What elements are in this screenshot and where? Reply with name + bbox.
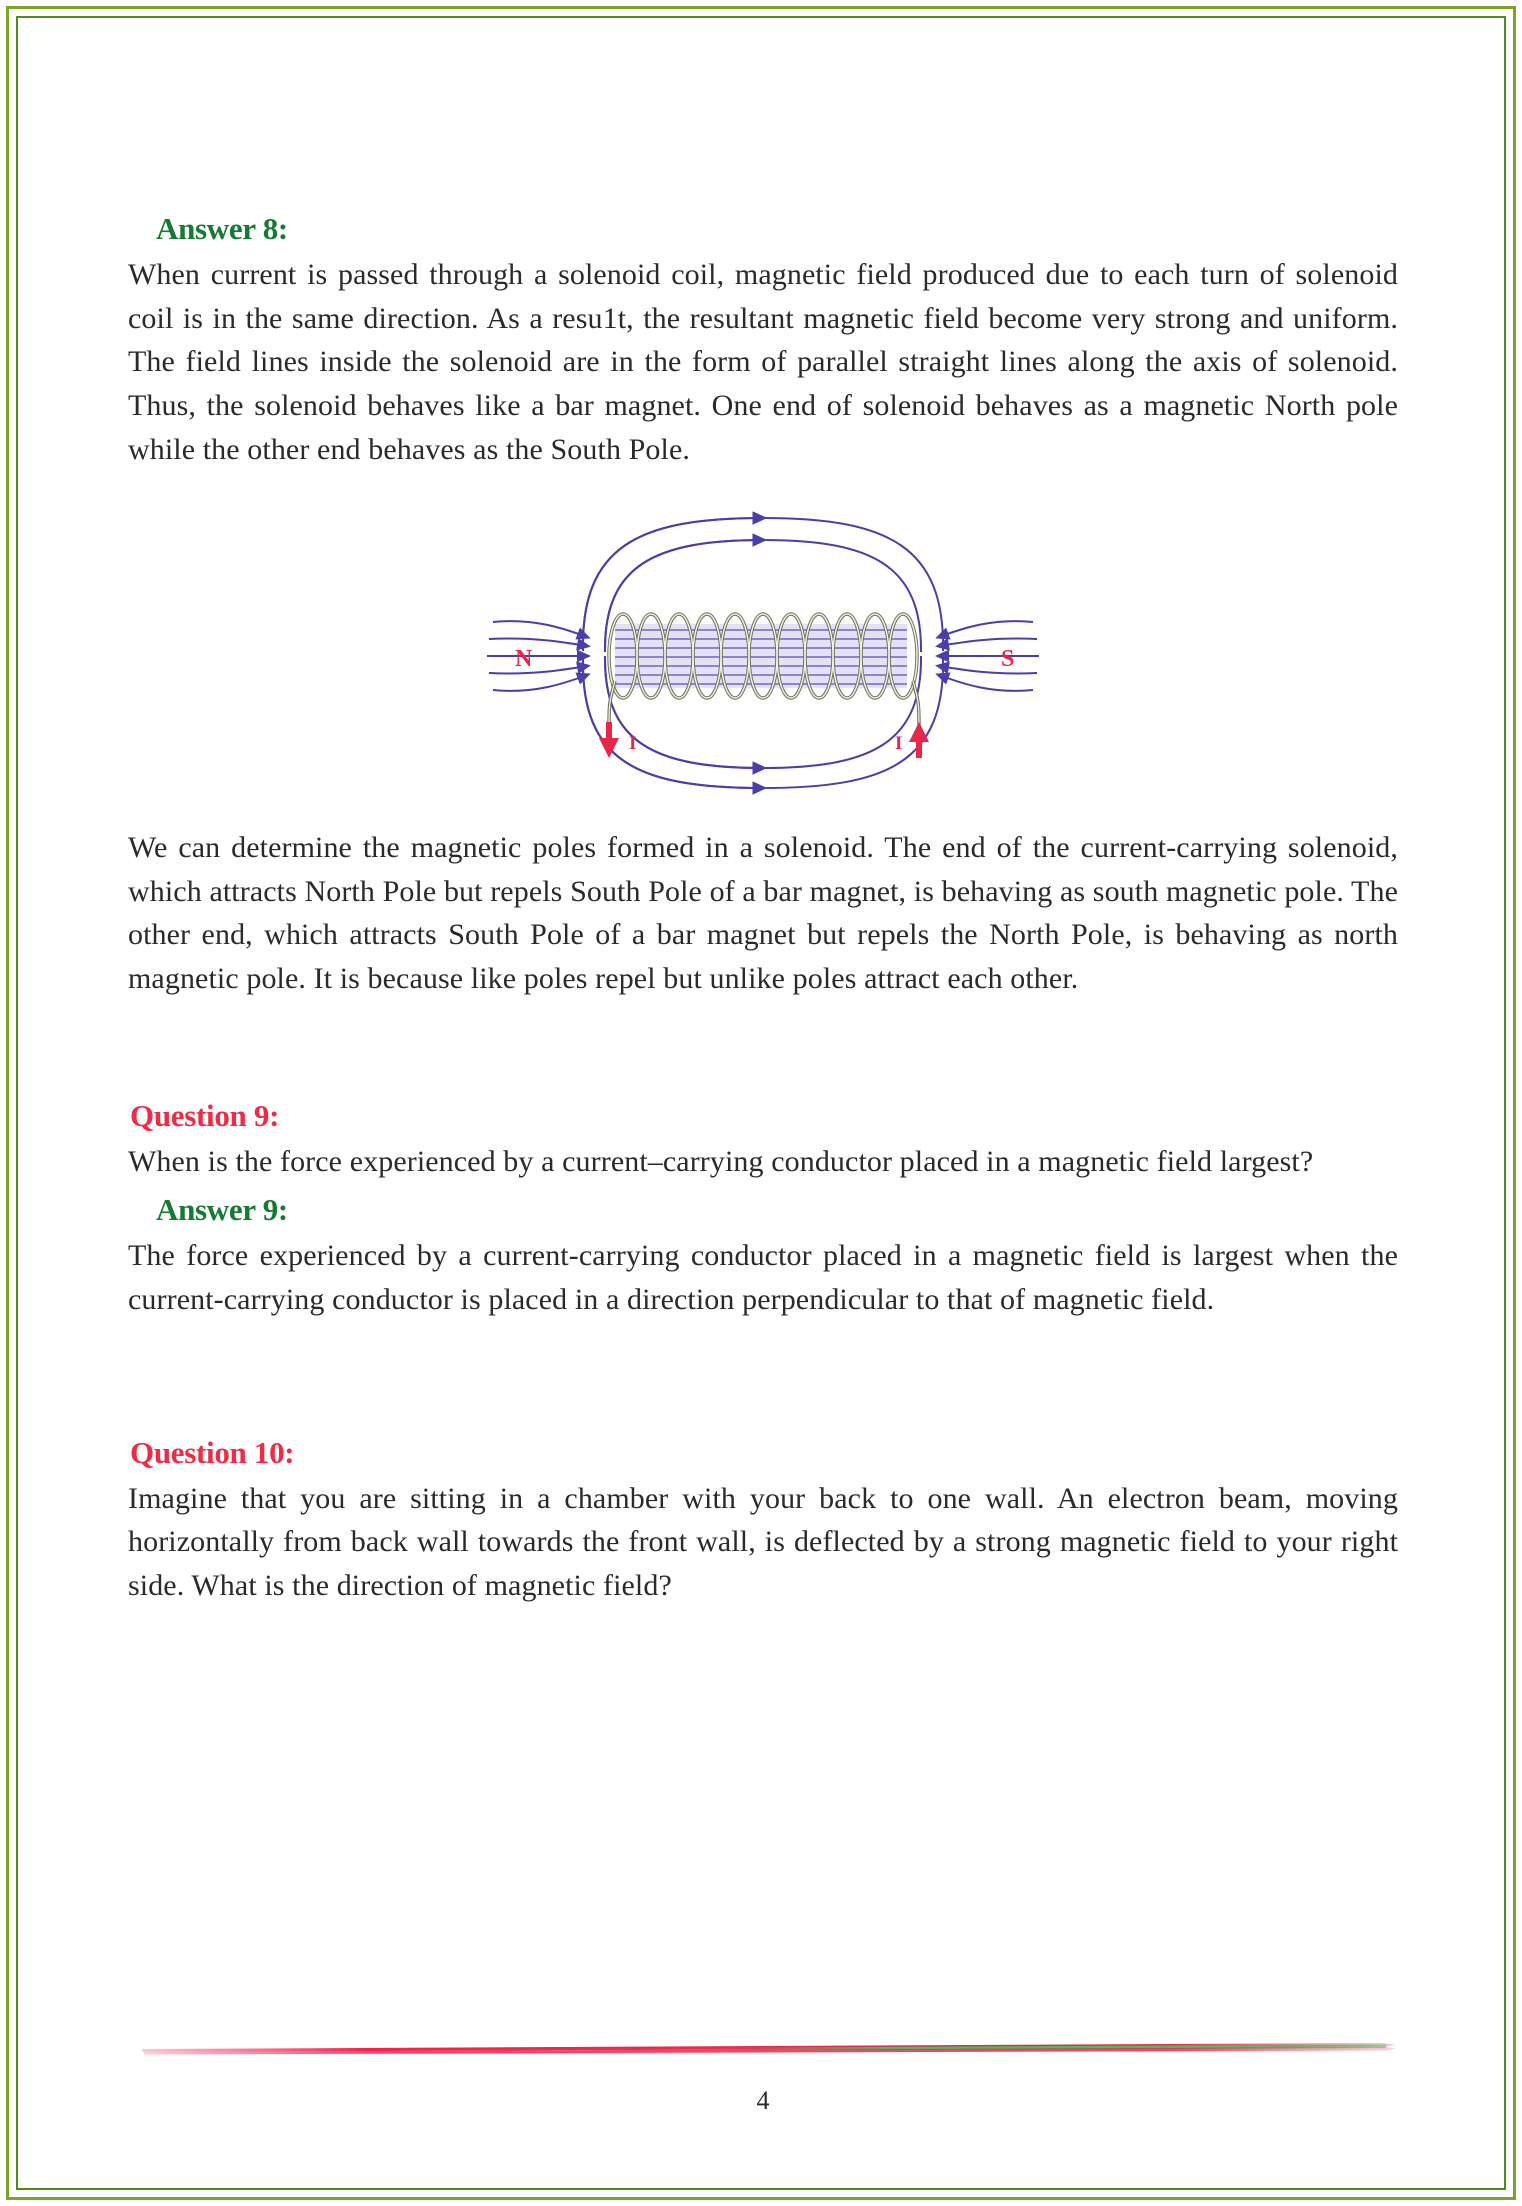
heading-answer-8: Answer 8:: [156, 211, 288, 246]
field-lines-left: [487, 621, 587, 691]
current-label-left: I: [629, 732, 637, 754]
north-pole-label: N: [515, 645, 533, 672]
spacer-after-answer-8: [128, 1001, 1398, 1097]
footer-decorative-rule: [128, 2040, 1398, 2066]
spacer-extra: [128, 1418, 1398, 1434]
page-footer: [128, 2040, 1398, 2116]
answer-8-paragraph-2: We can determine the magnetic poles formed in a solenoid. The end of the current-carrying solenoid, which attracts North Pole but repels South Pole of a bar magnet, is behaving as south magnetic pole. The other end, which attracts South Pole of a bar magnet but repels the North Pole, is behaving as north magnetic pole. It is because like poles repel but unlike poles attract each other.: [128, 830, 1398, 996]
answer-9-text: The force experienced by a current-carrying conductor placed in a magnetic field is largest when the current-carrying conductor is placed in a direction perpendicular to that of magnetic field.: [128, 1239, 1398, 1317]
heading-answer-9: Answer 9:: [156, 1192, 288, 1228]
heading-question-10: Question 10:: [130, 1434, 295, 1470]
solenoid-diagram-svg: [463, 506, 1063, 796]
south-pole-label: S: [1001, 645, 1015, 672]
heading-question-9: Question 9:: [130, 1097, 280, 1133]
document-content: [128, 210, 1398, 1608]
footer-rule-svg: [128, 2040, 1398, 2066]
answer-8-paragraph-1: When current is passed through a solenoid coil, magnetic field produced due to each turn of solenoid coil is in the same direction. As a resu1t, the resultant magnetic field become very strong and uniform. The field lines inside the solenoid are in the form of parallel straight lines along the axis of solenoid. Thus, the solenoid behaves like a bar magnet. One end of solenoid behaves as a magnetic North pole while the other end behaves as the South Pole.: [128, 257, 1398, 466]
question-10-text: Imagine that you are sitting in a chamber with your back to one wall. An electron beam, moving horizontally from back wall towards the front wall, is deflected by a strong magnetic field to your right side. What is the direction of magnetic field?: [128, 1481, 1398, 1603]
current-arrow-left: [599, 722, 619, 758]
page-number: 4: [756, 2086, 770, 2115]
lead-wires: [609, 681, 919, 728]
current-label-right: I: [895, 732, 903, 754]
field-lines-right: [939, 621, 1039, 691]
spacer-after-answer-9: [128, 1322, 1398, 1418]
solenoid-figure: [128, 506, 1398, 796]
question-9-text: When is the force experienced by a current–carrying conductor placed in a magnetic field largest?: [128, 1144, 1314, 1178]
lead-wires-highlight: [609, 681, 919, 728]
